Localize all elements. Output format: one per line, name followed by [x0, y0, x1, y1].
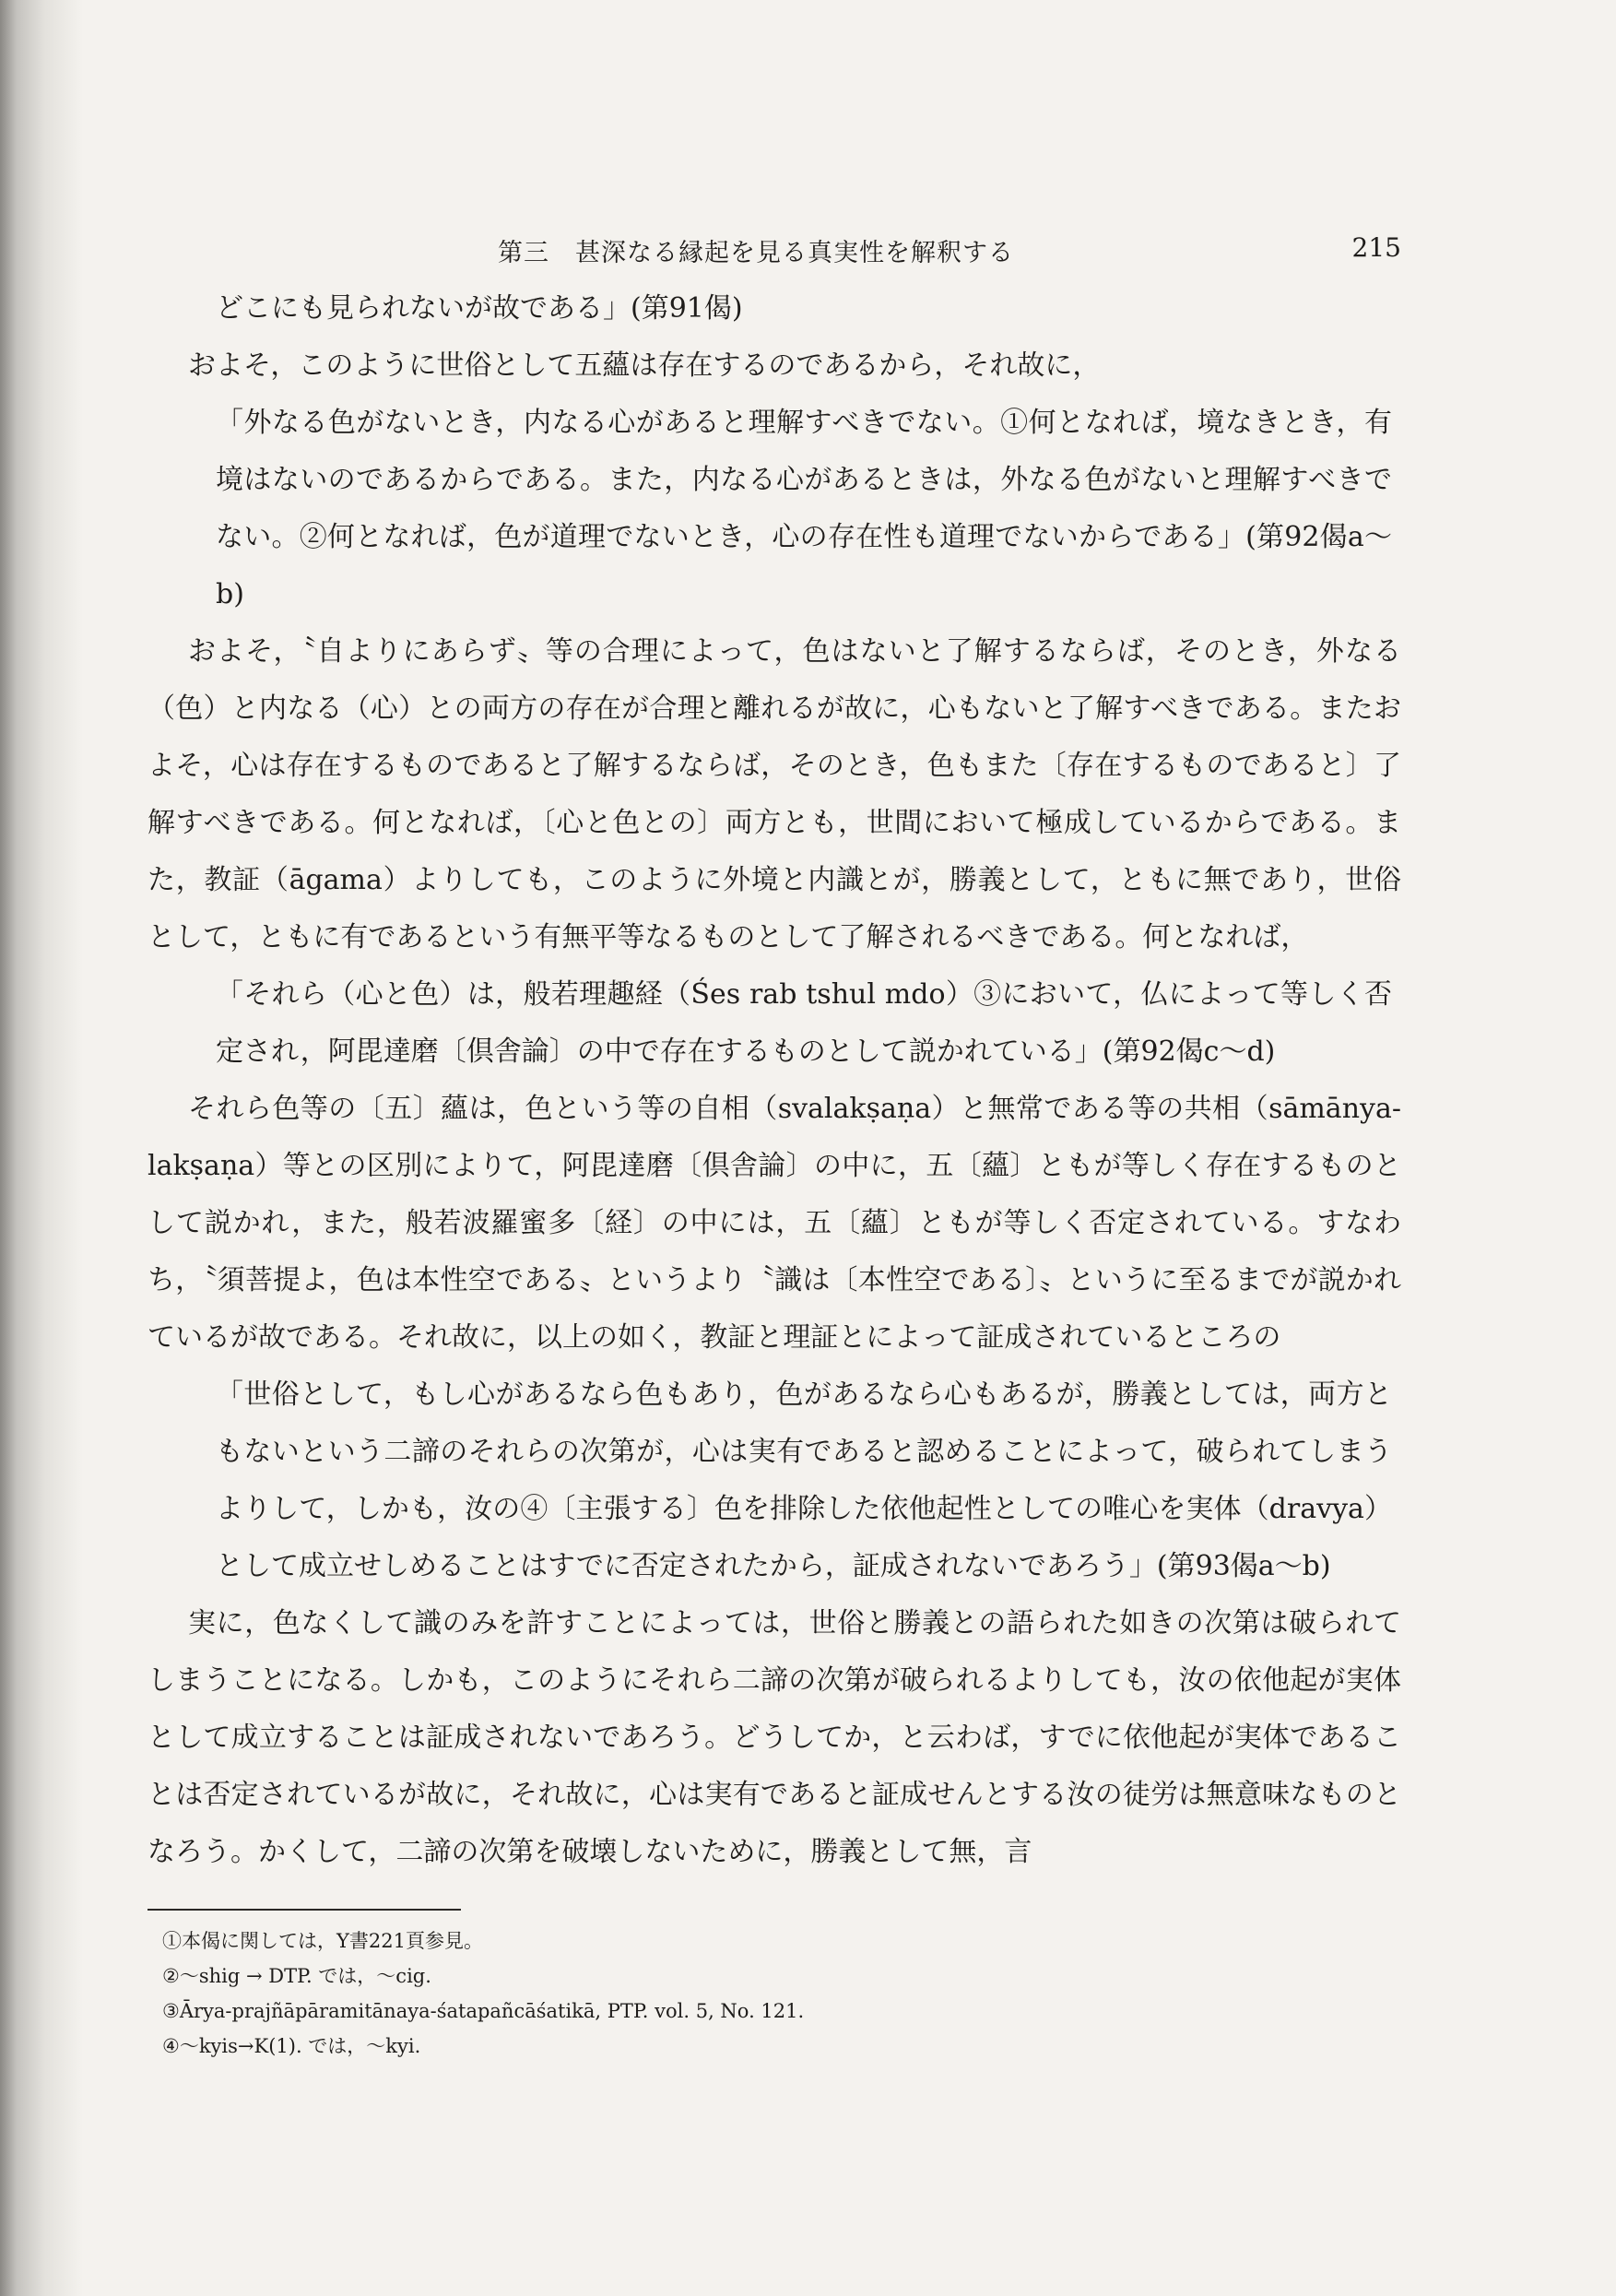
running-header — [147, 221, 1401, 277]
verse-93ab: 「世俗として，もし心があるなら色もあり，色があるなら心もあるが，勝義としては，両方ともないという二諦のそれらの次第が，心は実有であると認めることによって，破られてしまうよりして，しかも，汝の④〔主張する〕色を排除した依他起性としての唯心を実体（dravya）として成立せしめることはすでに否定されたから，証成されないであろう」(第93偈a～b) — [216, 1379, 1392, 1582]
commentary-paragraph: 実に，色なくして識のみを許すことによっては，世俗と勝義との語られた如きの次第は破られてしまうことになる。しかも，このようにそれら二諦の次第が破られるよりしても，汝の依他起が実体として成立することは証成されないであろう。どうしてか，と云わば，すでに依他起が実体であることは否定されているが故に，それ故に，心は実有であると証成せんとする汝の徒労は無意味なものとなろう。かくして，二諦の次第を破壊しないために，勝義として無，言 — [147, 1607, 1401, 1868]
commentary-paragraph: およそ，〝自よりにあらず〟等の合理によって，色はないと了解するならば，そのとき，外なる（色）と内なる（心）との両方の存在が合理と離れるが故に，心もないと了解すべきである。またおよそ，心は存在するものであると了解するならば，そのとき，色もまた〔存在するものであると〕了解すべきである。何となれば，〔心と色との〕両方とも，世間において極成しているからである。また，教証（āgama）よりしても，このように外境と内識とが，勝義として，ともに無であり，世俗として，ともに有であるという有無平等なるものとして了解されるべきである。何となれば， — [147, 635, 1401, 953]
verse-91-tail: どこにも見られないが故である」(第91偈) — [216, 292, 743, 325]
verse-92ab: 「外なる色がないとき，内なる心があると理解すべきでない。①何となれば，境なきとき，有境はないのであるからである。また，内なる心があるときは，外なる色がないと理解すべきでない。②何となれば，色が道理でないとき，心の存在性も道理でないからである」(第92偈a～b) — [216, 407, 1392, 610]
footnote-divider — [147, 1909, 461, 1911]
footnote-1: ①本偈に関しては，Y書221頁参見。 — [162, 1930, 483, 1952]
commentary-paragraph: およそ，このように世俗として五蘊は存在するのであるから，それ故に， — [188, 349, 1101, 382]
footnote-2: ②～shig → DTP. では，～cig. — [162, 1965, 431, 1987]
commentary-paragraph: それら色等の〔五〕蘊は，色という等の自相（svalakṣaṇa）と無常である等の共相（sāmānya-lakṣaṇa）等との区別によりて，阿毘達磨〔倶舎論〕の中に，五〔蘊〕ともが等しく存在するものとして説かれ，また，般若波羅蜜多〔経〕の中には，五〔蘊〕ともが等しく否定されている。すなわち，〝須菩提よ，色は本性空である〟というより〝識は〔本性空である〕〟というに至るまでが説かれているが故である。それ故に，以上の如く，教証と理証とによって証成されているところの — [147, 1093, 1401, 1354]
scan-shadow-edge — [0, 0, 83, 2296]
running-title: 第三 甚深なる縁起を見る真実性を解釈する — [498, 239, 1014, 267]
verse-92cd: 「それら（心と色）は，般若理趣経（Śes rab tshul mdo）③において，仏によって等しく否定され，阿毘達磨〔倶舎論〕の中で存在するものとして説かれている」(第92偈c～d) — [216, 978, 1392, 1068]
page-body — [147, 221, 1401, 2064]
footnote-3: ③Ārya-prajñāpāramitānaya-śatapañcāśatikā, PTP. vol. 5, No. 121. — [162, 2000, 805, 2022]
footnote-4: ④～kyis→K(1). では，～kyi. — [162, 2035, 421, 2057]
page-number: 215 — [1351, 232, 1401, 263]
